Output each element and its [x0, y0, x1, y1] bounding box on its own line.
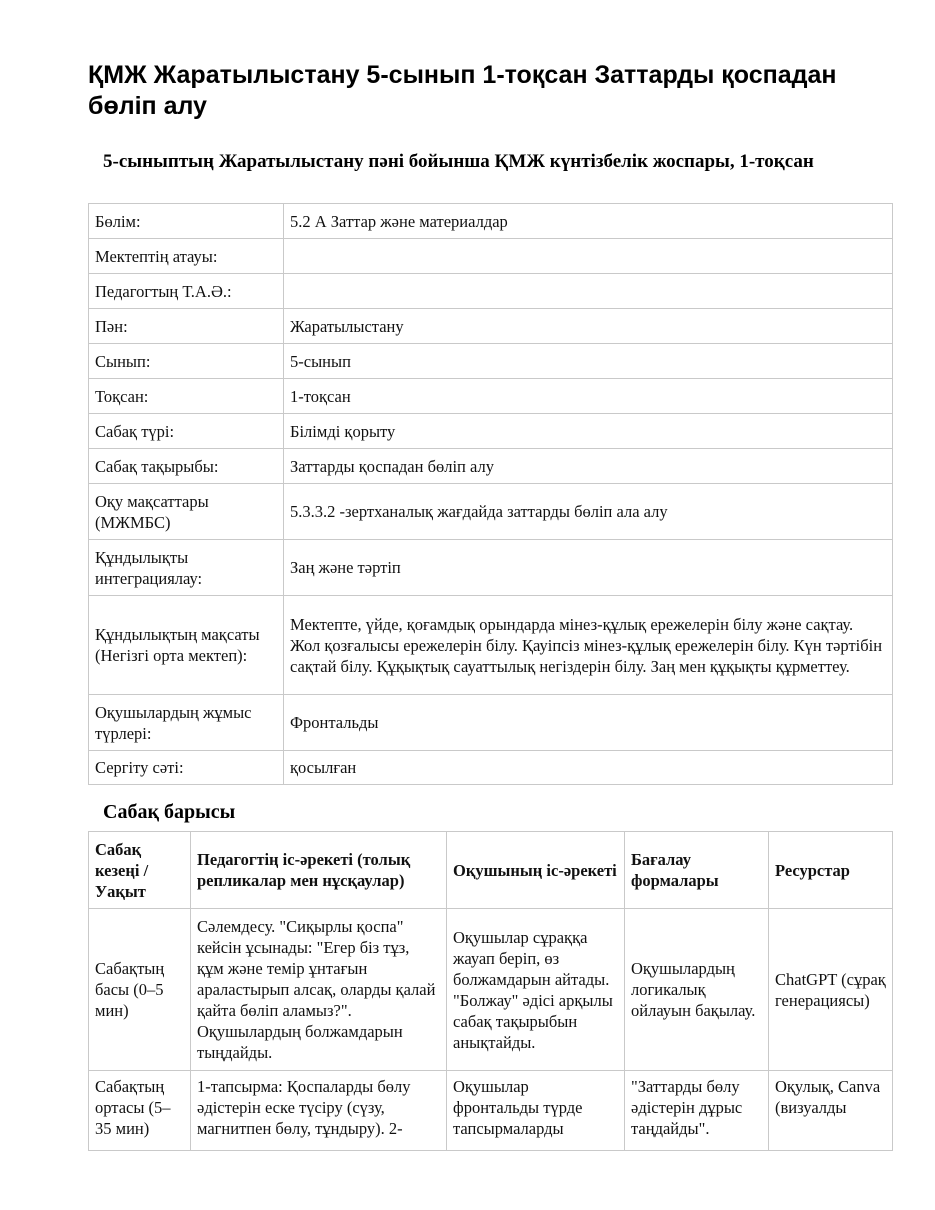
info-value: Білімді қорыту	[284, 414, 893, 449]
info-value: Фронтальды	[284, 695, 893, 751]
table-header-row	[89, 832, 893, 909]
info-key: Мектептің атауы:	[89, 239, 284, 274]
info-key: Сабақ тақырыбы:	[89, 449, 284, 484]
info-key: Құндылықты интеграциялау:	[89, 540, 284, 596]
info-key: Сабақ түрі:	[89, 414, 284, 449]
table-cell: Оқушылар сұраққа жауап беріп, өз болжамдарын айтады. "Болжау" әдісі арқылы сабақ тақырыбын анықтайды.	[447, 909, 625, 1071]
table-row	[89, 449, 893, 484]
table-row	[89, 540, 893, 596]
table-cell: Оқулық, Canva (визуалды	[775, 1077, 881, 1117]
info-value: Заң және тәртіп	[284, 540, 893, 596]
section-heading: Сабақ барысы	[103, 801, 236, 823]
table-row	[89, 344, 893, 379]
info-key: Бөлім:	[89, 204, 284, 239]
table-row	[89, 484, 893, 540]
lesson-info-table	[88, 203, 893, 785]
info-value: Жаратылыстану	[284, 309, 893, 344]
info-value: қосылған	[284, 751, 893, 785]
column-header: Сабақ кезеңі / Уақыт	[89, 832, 191, 909]
info-key: Құндылықтың мақсаты (Негізгі орта мектеп):	[89, 596, 284, 695]
table-row	[89, 274, 893, 309]
table-row	[89, 1071, 893, 1151]
table-row	[89, 751, 893, 785]
table-cell: 1-тапсырма: Қоспаларды бөлу әдістерін еске түсіру (сүзу, магнитпен бөлу, тұндыру). 2-	[197, 1077, 411, 1138]
info-value: Мектепте, үйде, қоғамдық орындарда мінез-құлық ережелерін білу және сақтау. Жол қозғалысы ережелерін білу. Қауіпсіз мінез-құлық ережелерін білу. Күн тәртібін сақтай білу. Құқықтық сауаттылық негіздерін білу. Заң мен құқықты құрметтеу.	[284, 596, 893, 695]
info-key: Педагогтың Т.А.Ә.:	[89, 274, 284, 309]
info-key: Пән:	[89, 309, 284, 344]
table-cell: Сабақтың ортасы (5–35 мин)	[95, 1077, 171, 1138]
info-value	[284, 239, 893, 274]
info-value: 5.2 А Заттар және материалдар	[284, 204, 893, 239]
info-value: 5-сынып	[284, 344, 893, 379]
table-cell: Оқушылар фронтальды түрде тапсырмаларды	[453, 1077, 583, 1138]
column-header: Педагогтің іс-әрекеті (толық репликалар мен нұсқаулар)	[191, 832, 447, 909]
table-row	[89, 239, 893, 274]
info-key: Сергіту сәті:	[89, 751, 284, 785]
page-title: ҚМЖ Жаратылыстану 5-сынып 1-тоқсан Заттарды қоспадан бөліп алу	[88, 61, 837, 120]
column-header: Бағалау формалары	[625, 832, 769, 909]
table-row	[89, 414, 893, 449]
table-cell: ChatGPT (сұрақ генерациясы)	[769, 909, 893, 1071]
table-row	[89, 596, 893, 695]
info-value: 1-тоқсан	[284, 379, 893, 414]
table-row	[89, 379, 893, 414]
table-cell: Сәлемдесу. "Сиқырлы қоспа" кейсін ұсынады: "Егер біз тұз, құм және темір ұнтағын араластырып алсақ, оларды қалай қайта бөліп аламыз?". Оқушылардың болжамдарын тыңдайды.	[191, 909, 447, 1071]
column-header: Ресурстар	[769, 832, 893, 909]
table-cell: "Заттарды бөлу әдістерін дұрыс таңдайды".	[631, 1077, 743, 1138]
table-cell: Сабақтың басы (0–5 мин)	[89, 909, 191, 1071]
lesson-flow-table	[88, 831, 893, 1151]
info-value: 5.3.3.2 -зертханалық жағдайда заттарды бөліп ала алу	[284, 484, 893, 540]
info-key: Оқу мақсаттары (МЖМБС)	[89, 484, 284, 540]
column-header: Оқушының іс-әрекеті	[447, 832, 625, 909]
table-row	[89, 309, 893, 344]
table-row	[89, 909, 893, 1071]
info-key: Тоқсан:	[89, 379, 284, 414]
table-row	[89, 204, 893, 239]
plan-subtitle: 5-сыныптың Жаратылыстану пәні бойынша ҚМЖ күнтізбелік жоспары, 1-тоқсан	[103, 151, 814, 172]
info-key: Сынып:	[89, 344, 284, 379]
table-row	[89, 695, 893, 751]
info-value: Заттарды қоспадан бөліп алу	[284, 449, 893, 484]
info-value	[284, 274, 893, 309]
table-cell: Оқушылардың логикалық ойлауын бақылау.	[625, 909, 769, 1071]
info-key: Оқушылардың жұмыс түрлері:	[89, 695, 284, 751]
